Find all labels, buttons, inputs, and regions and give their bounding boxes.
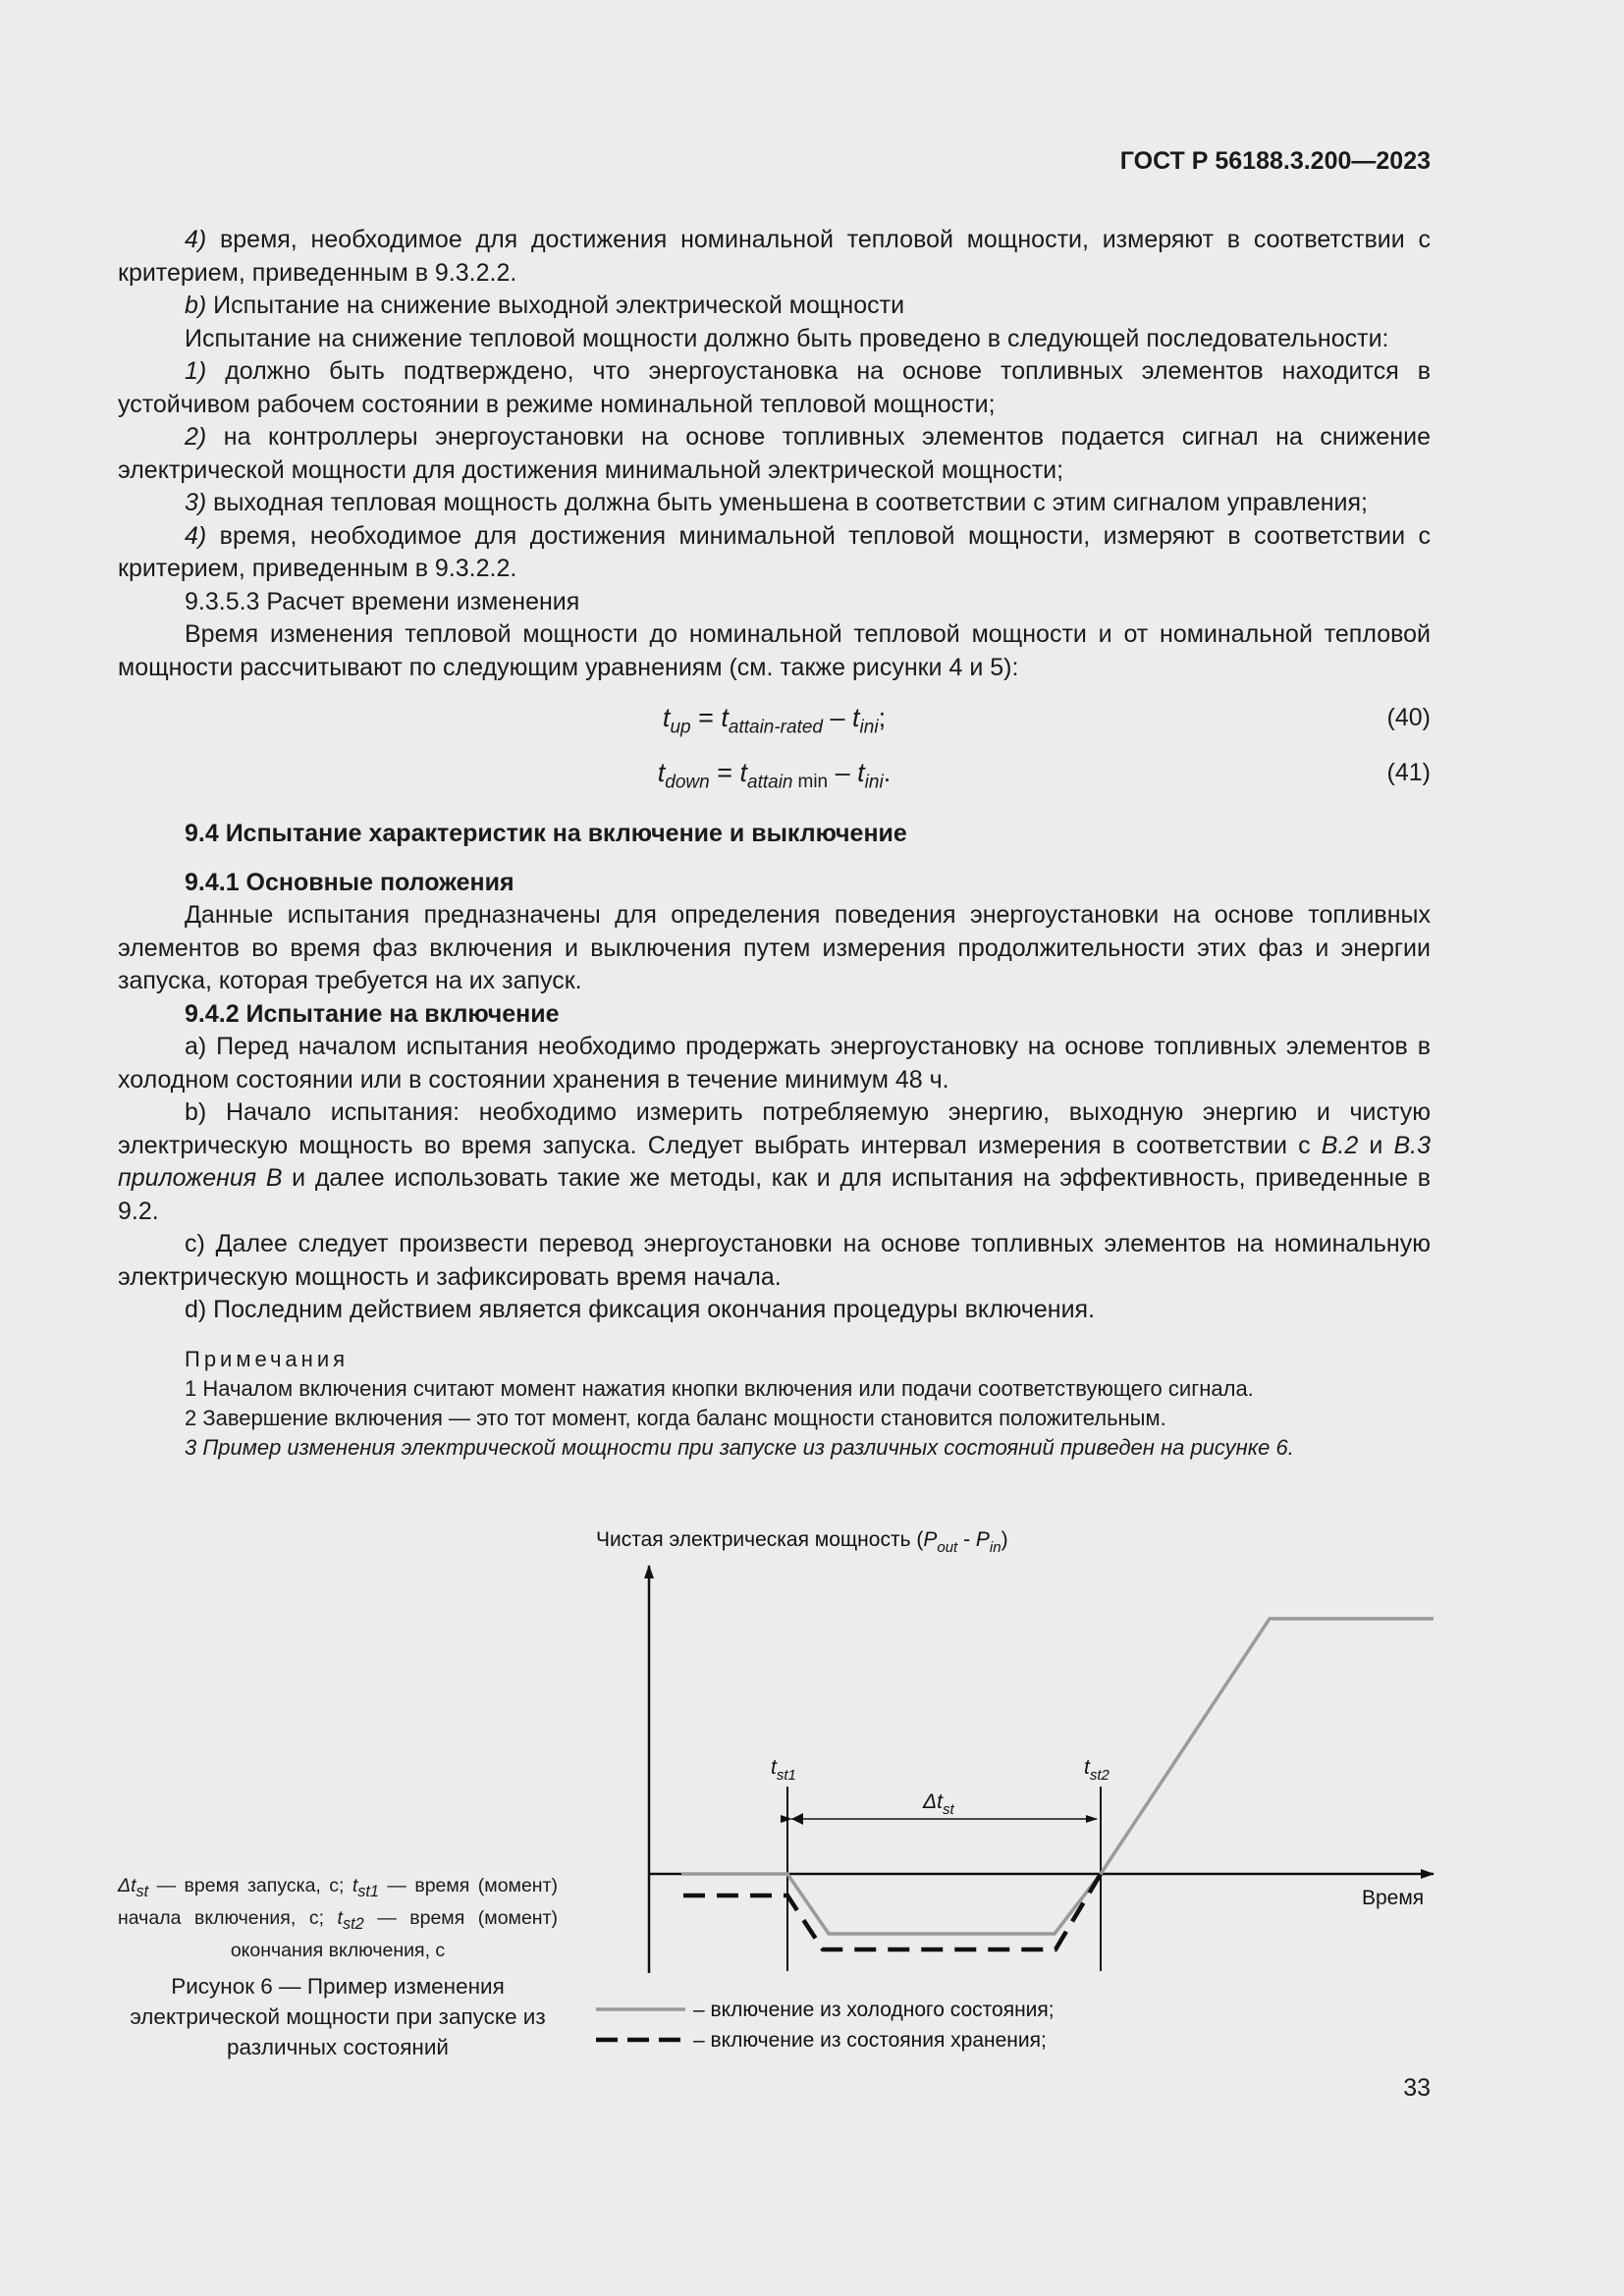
list-item-b: b) Начало испытания: необходимо измерить потребляемую энергию, выходную энергию и чистую электрическую мощность во время запуска. Следует выбрать интервал измерения в соответствии с В.2 и В.3 приложения В и далее использовать такие же методы, как и для испытания на эффективность, приведенные в 9.2. — [118, 1098, 1431, 1225]
notes-block — [118, 1345, 1431, 1463]
paragraph: 2) на контроллеры энергоустановки на основе топливных элементов подается сигнал на снижение электрической мощности для достижения минимальной электрической мощности; — [118, 423, 1431, 484]
equation-40: $t_{up} = t_{attain-rated} - t_{ini}$; (40) — [118, 698, 1431, 737]
legend-cold-label: – включение из холодного состояния; — [693, 1999, 1055, 2021]
section-heading-9-4-1: 9.4.1 Основные положения — [185, 868, 514, 896]
curve-storage-start — [683, 1874, 1101, 1949]
paragraph: 4) время, необходимое для достижения минимальной тепловой мощности, измеряют в соответствии с критерием, приведенным в 9.3.2.2. — [118, 521, 1431, 582]
note-1: 1 Началом включения считают момент нажатия кнопки включения или подачи соответствующего сигнала. — [185, 1375, 1254, 1401]
list-item-d: d) Последним действием является фиксация окончания процедуры включения. — [185, 1296, 1096, 1323]
equation-41: $t_{down} = t_{attain}$ $_{min} - t_{ini}$. (41) — [118, 753, 1431, 792]
equation-number: (41) — [1386, 759, 1431, 786]
tst2-label: $t_{st2}$ — [1084, 1756, 1110, 1784]
list-item-a: a) Перед началом испытания необходимо продержать энергоустановку на основе топливных элементов в холодном состоянии или в состоянии хранения в течение минимум 48 ч. — [118, 1033, 1431, 1094]
list-item-c: c) Далее следует произвести перевод энергоустановки на основе топливных элементов на номинальную электрическую мощность и зафиксировать время начала. — [118, 1230, 1431, 1291]
y-axis-label: Чистая электрическая мощность $(P_{out} - P_{in})$ — [596, 1528, 1008, 1556]
figure-caption: Рисунок 6 — Пример изменения электрической мощности при запуске из различных состояний — [130, 1974, 546, 2059]
paragraph: 4) время, необходимое для достижения номинальной тепловой мощности, измеряют в соответствии с критерием, приведенным в 9.3.2.2. — [118, 226, 1431, 287]
x-axis-label: Время — [1362, 1887, 1425, 1909]
paragraph: Испытание на снижение тепловой мощности должно быть проведено в следующей последовательности: — [185, 324, 1389, 352]
tst1-label: $t_{st1}$ — [771, 1756, 796, 1784]
section-heading-9-4-2: 9.4.2 Испытание на включение — [185, 999, 560, 1028]
dimension-arrowhead — [791, 1813, 803, 1825]
legend-storage-label: – включение из состояния хранения; — [693, 2029, 1047, 2052]
paragraph: b) Испытание на снижение выходной электрической мощности — [185, 292, 905, 319]
note-2: 2 Завершение включения — это тот момент, когда баланс мощности становится положительным. — [185, 1405, 1166, 1430]
subsection-heading: 9.3.5.3 Расчет времени изменения — [185, 587, 580, 615]
delta-tst-label: $\Delta t_{st}$ — [923, 1790, 954, 1818]
paragraph: 1) должно быть подтверждено, что энергоустановка на основе топливных элементов находится в устойчивом рабочем состоянии в режиме номинальной тепловой мощности; — [118, 357, 1431, 418]
equation-number: (40) — [1386, 704, 1431, 731]
section-heading-9-4: 9.4 Испытание характеристик на включение и выключение — [185, 820, 907, 847]
page-number: 33 — [1403, 2074, 1431, 2102]
figure-legend-text: $\Delta t_{st}$ — время запуска, с; $t_{st1}$ — время (момент) начала включения, с; $t_{st2}$ — время (момент) окончания включения, с — [118, 1875, 558, 1961]
paragraph: Время изменения тепловой мощности до номинальной тепловой мощности и от номинальной тепловой мощности рассчитывают по следующим уравнениям (см. также рисунки 4 и 5): — [118, 620, 1431, 681]
paragraph: 3) выходная тепловая мощность должна быть уменьшена в соответствии с этим сигналом управления; — [185, 489, 1368, 516]
figure-6-chart — [569, 1517, 1453, 2066]
note-3: 3 Пример изменения электрической мощности при запуске из различных состояний приведен на рисунке 6. — [185, 1434, 1294, 1460]
notes-label: Примечания — [185, 1346, 350, 1371]
paragraph: Данные испытания предназначены для определения поведения энергоустановки на основе топливных элементов во время фаз включения и выключения путем измерения продолжительности этих фаз и энергии запуска, которая требуется на их запуск. — [118, 901, 1431, 994]
document-code: ГОСТ Р 56188.3.200—2023 — [1119, 147, 1431, 175]
body-text — [118, 224, 1431, 1463]
